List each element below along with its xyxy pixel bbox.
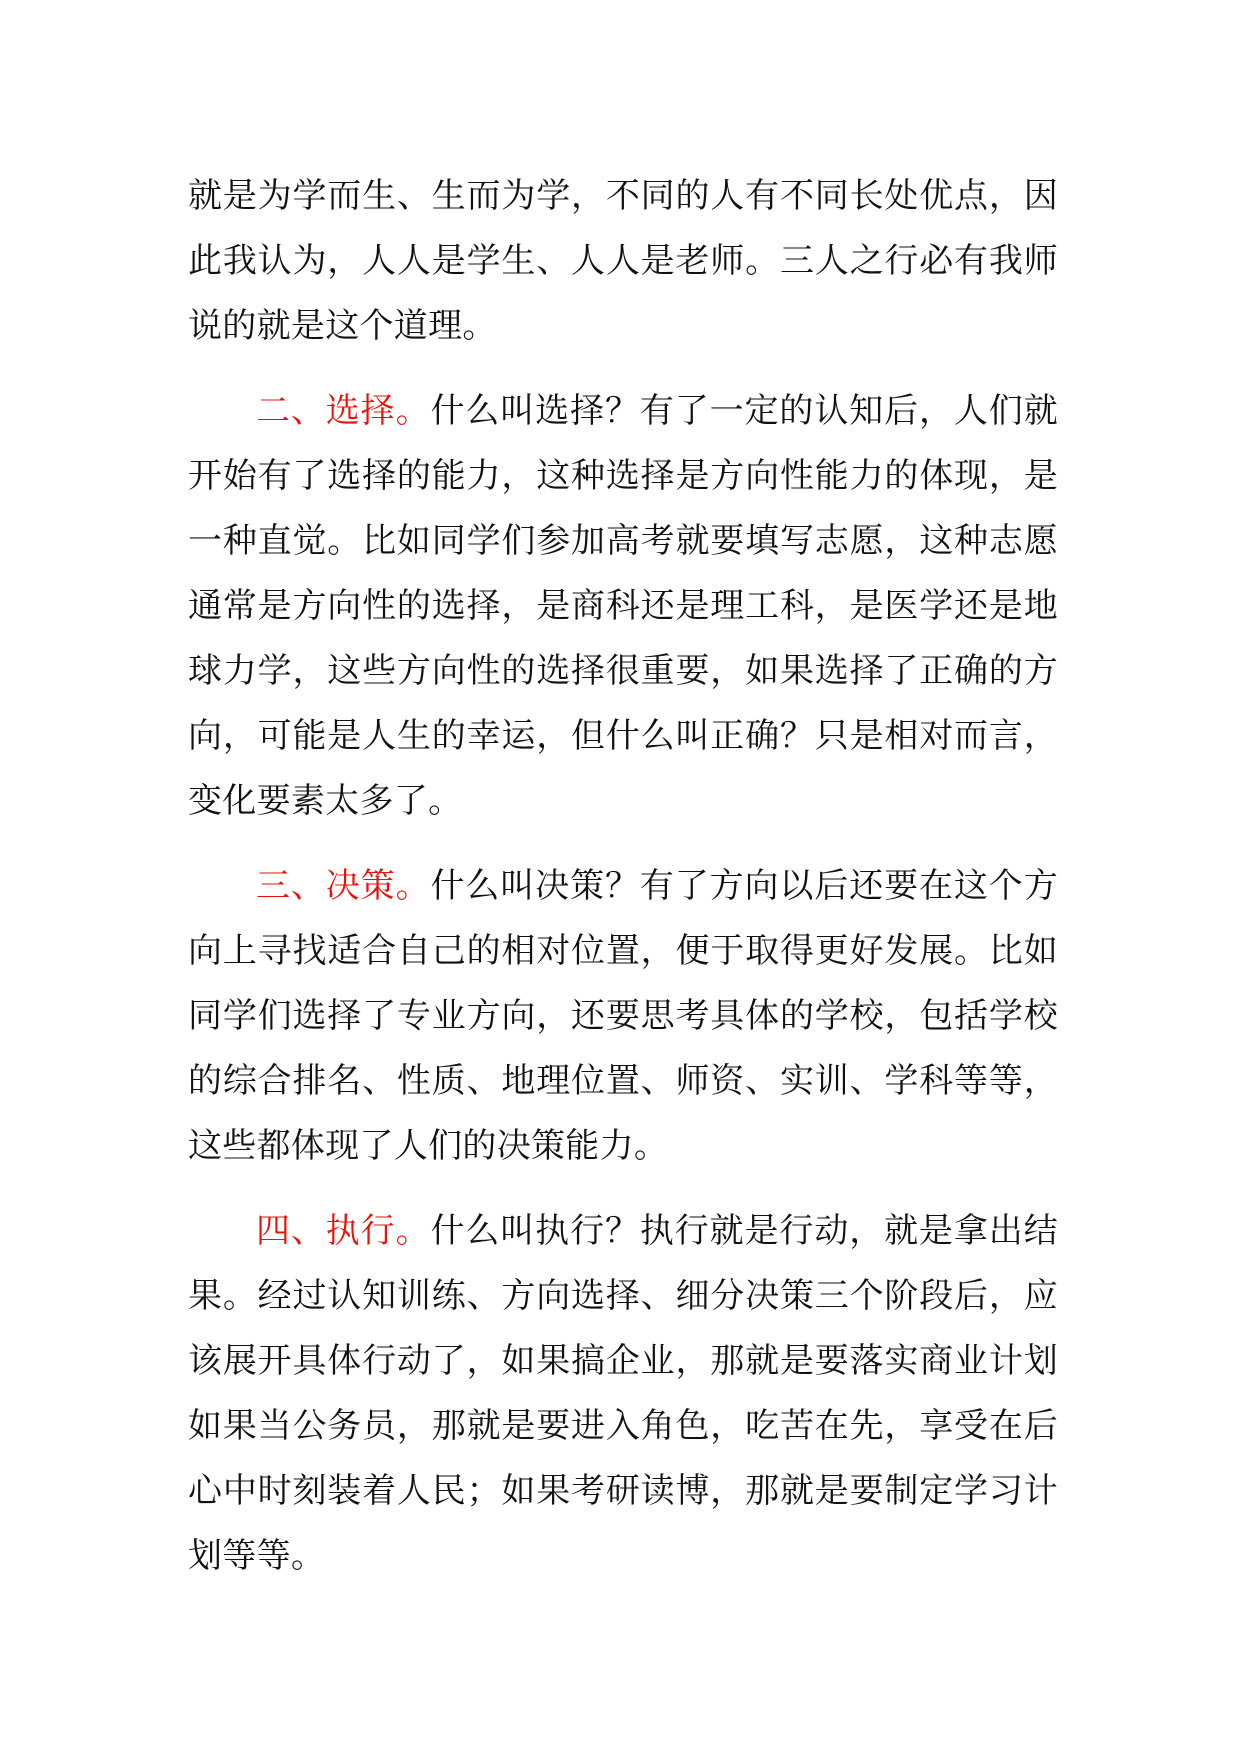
paragraph-choice xyxy=(188,379,1058,834)
section-heading-choice: 二、选择。 xyxy=(256,391,431,431)
paragraph-text: 什么叫执行？执行就是行动，就是拿出结果。经过认知训练、方向选择、细分决策三个阶段后，应该展开具体行动了，如果搞企业，那就是要落实商业计划如果当公务员，那就是要进入角色，吃苦在先，享受在后心中时刻装着人民；如果考研读博，那就是要制定学习计划等等。 xyxy=(188,1211,1059,1576)
paragraph-text: 什么叫决策？有了方向以后还要在这个方向上寻找适合自己的相对位置，便于取得更好发展。比如同学们选择了专业方向，还要思考具体的学校，包括学校的综合排名、性质、地理位置、师资、实训、学科等等，这些都体现了人们的决策能力。 xyxy=(188,866,1059,1166)
section-heading-decision: 三、决策。 xyxy=(256,866,431,906)
paragraph-decision xyxy=(188,854,1058,1179)
paragraph-execution xyxy=(188,1199,1058,1589)
document-body xyxy=(188,164,1058,1589)
section-heading-execution: 四、执行。 xyxy=(256,1211,431,1251)
paragraph-learning-continuation xyxy=(188,164,1058,359)
paragraph-text: 就是为学而生、生而为学，不同的人有不同长处优点，因此我认为，人人是学生、人人是老师。三人之行必有我师说的就是这个道理。 xyxy=(188,176,1058,346)
paragraph-text: 什么叫选择？有了一定的认知后，人们就开始有了选择的能力，这种选择是方向性能力的体现，是一种直觉。比如同学们参加高考就要填写志愿，这种志愿通常是方向性的选择，是商科还是理工科，是医学还是地球力学，这些方向性的选择很重要，如果选择了正确的方向，可能是人生的幸运，但什么叫正确？只是相对而言，变化要素太多了。 xyxy=(188,391,1059,821)
